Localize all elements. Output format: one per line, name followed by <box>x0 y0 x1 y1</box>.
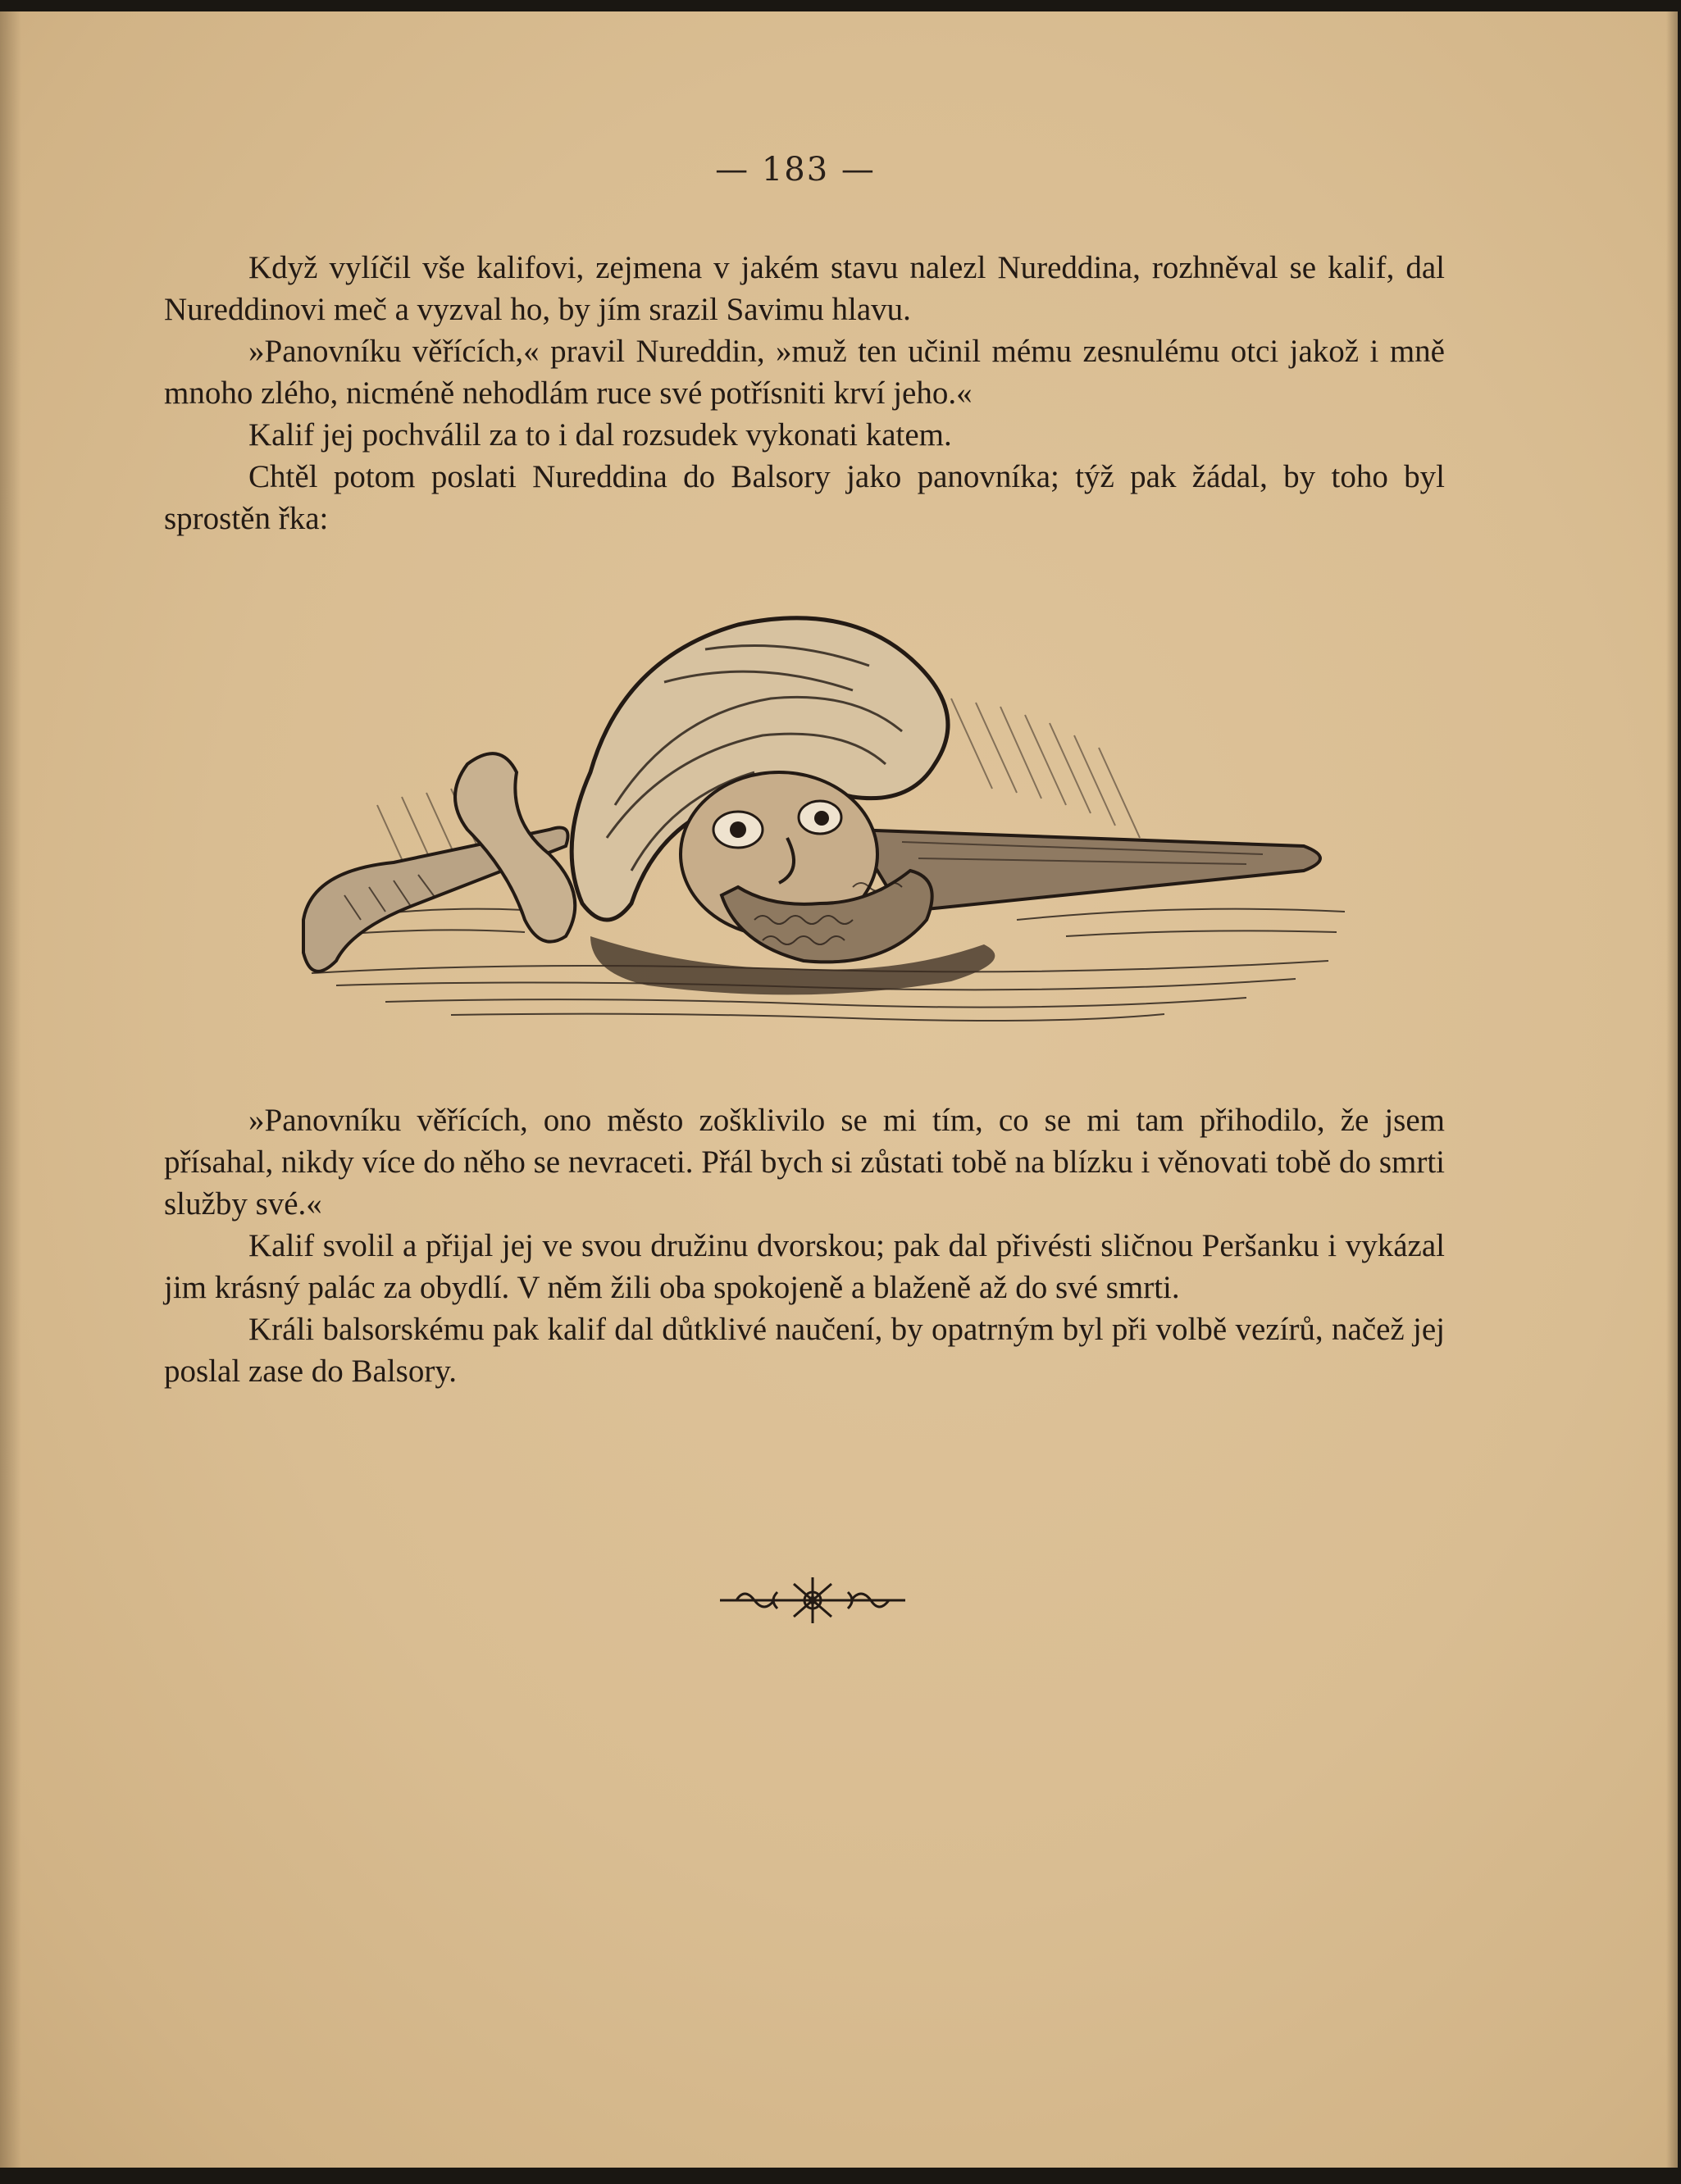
text-block-bottom <box>164 1099 1445 1392</box>
page-number: — 183 — <box>715 151 876 189</box>
book-page <box>0 11 1678 2168</box>
paragraph: Kalif jej pochválil za to i dal rozsudek vykonati katem. <box>248 417 952 453</box>
paragraph: »Panovníku věřících,« pravil Nureddin, »muž ten učinil mému zesnulému otci jakož i mně mnoho zlého, nicméně nehodlám ruce své potřísniti krví jeho.« <box>164 334 1445 411</box>
spine-shadow <box>0 11 21 2168</box>
paragraph: Kalif svolil a přijal jej ve svou družinu dvorskou; pak dal přivésti sličnou Peršanku i vykázal jim krásný palác za obydlí. V něm žili oba spokojeně a blaženě až do své smrti. <box>164 1228 1445 1305</box>
floral-ornament-icon <box>712 1569 913 1631</box>
severed-head-illustration <box>279 559 1361 1035</box>
paragraph: »Panovníku věřících, ono město zošklivilo se mi tím, co se mi tam přihodilo, že jsem přísahal, nikdy více do něho se nevraceti. Přál bych si zůstati tobě na blízku i věnovati tobě do smrti služby své.« <box>164 1103 1445 1222</box>
paragraph: Chtěl potom poslati Nureddina do Balsory jako panovníka; týž pak žádal, by toho byl sprostěn řka: <box>164 459 1445 536</box>
page-edge-shadow <box>1666 11 1678 2168</box>
paragraph: Když vylíčil vše kalifovi, zejmena v jakém stavu nalezl Nureddina, rozhněval se kalif, dal Nureddinovi meč a vyzval ho, by jím srazil Savimu hlavu. <box>164 250 1445 327</box>
text-block-top <box>164 247 1445 539</box>
paragraph: Králi balsorskému pak kalif dal důtklivé naučení, by opatrným byl při volbě vezírů, načež jej poslal zase do Balsory. <box>164 1312 1445 1389</box>
